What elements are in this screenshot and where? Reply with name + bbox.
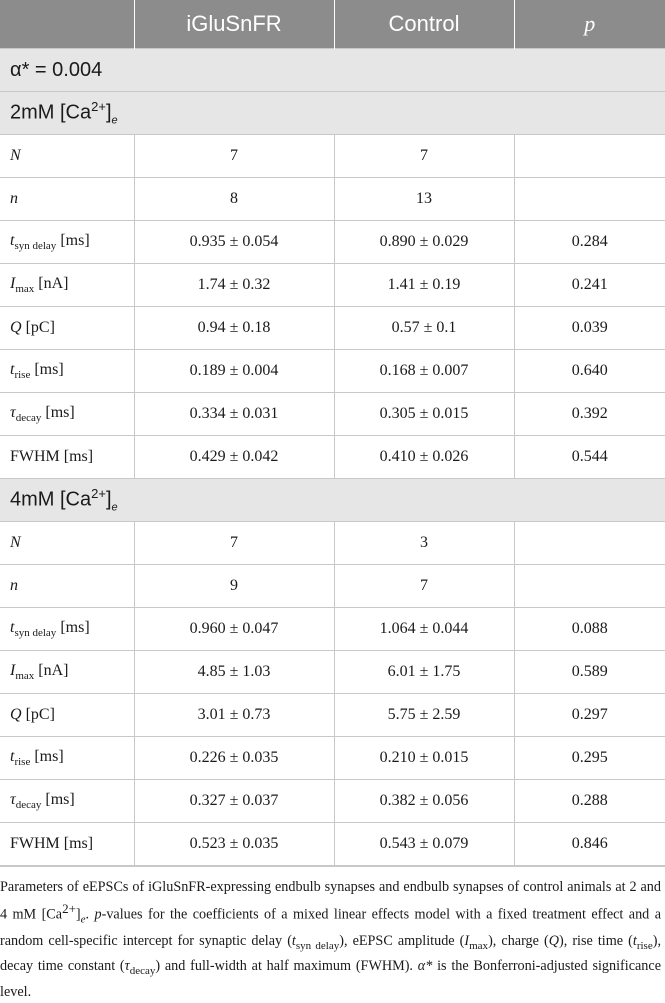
cell-p: 0.640 [514, 350, 665, 393]
header-iglusnfr: iGluSnFR [134, 0, 334, 49]
cell-p [514, 135, 665, 178]
cell-control: 13 [334, 178, 514, 221]
cell-p: 0.295 [514, 737, 665, 780]
cell-iglusnfr: 0.523 ± 0.035 [134, 823, 334, 866]
cell-control: 0.305 ± 0.015 [334, 393, 514, 436]
table-row [0, 135, 665, 178]
section-4mm-row [0, 479, 665, 522]
cell-iglusnfr: 0.334 ± 0.031 [134, 393, 334, 436]
cell-p: 0.241 [514, 264, 665, 307]
cell-p: 0.039 [514, 307, 665, 350]
param-label: FWHM [ms] [0, 823, 134, 866]
table-row [0, 436, 665, 479]
table-header-row [0, 0, 665, 49]
table-row [0, 221, 665, 264]
cell-control: 0.57 ± 0.1 [334, 307, 514, 350]
cell-control: 1.41 ± 0.19 [334, 264, 514, 307]
section-2mm-row [0, 92, 665, 135]
cell-control: 0.543 ± 0.079 [334, 823, 514, 866]
cell-p: 0.392 [514, 393, 665, 436]
param-label: FWHM [ms] [0, 436, 134, 479]
param-label: $t_{syn delay}$ [ms] [0, 608, 134, 651]
cell-iglusnfr: 0.960 ± 0.047 [134, 608, 334, 651]
cell-control: 7 [334, 135, 514, 178]
param-label: $t_{rise}$ [ms] [0, 350, 134, 393]
cell-p: 0.846 [514, 823, 665, 866]
table-row [0, 307, 665, 350]
table-row [0, 651, 665, 694]
cell-iglusnfr: 0.226 ± 0.035 [134, 737, 334, 780]
header-control: Control [334, 0, 514, 49]
table-row [0, 737, 665, 780]
header-empty [0, 0, 134, 49]
cell-p [514, 522, 665, 565]
param-label: N [0, 522, 134, 565]
cell-control: 0.168 ± 0.007 [334, 350, 514, 393]
param-label: Q [pC] [0, 307, 134, 350]
cell-control: 0.210 ± 0.015 [334, 737, 514, 780]
cell-iglusnfr: 9 [134, 565, 334, 608]
param-label: $t_{rise}$ [ms] [0, 737, 134, 780]
table-row [0, 522, 665, 565]
cell-iglusnfr: 0.935 ± 0.054 [134, 221, 334, 264]
table-row [0, 780, 665, 823]
cell-p: 0.288 [514, 780, 665, 823]
param-label: $I_{max}$ [nA] [0, 651, 134, 694]
cell-control: 0.890 ± 0.029 [334, 221, 514, 264]
cell-iglusnfr: 1.74 ± 0.32 [134, 264, 334, 307]
cell-p: 0.297 [514, 694, 665, 737]
cell-control: 0.382 ± 0.056 [334, 780, 514, 823]
table-row [0, 350, 665, 393]
cell-control: 3 [334, 522, 514, 565]
cell-p [514, 178, 665, 221]
cell-p: 0.589 [514, 651, 665, 694]
cell-p: 0.284 [514, 221, 665, 264]
header-p: p [514, 0, 665, 49]
table-caption: Parameters of eEPSCs of iGluSnFR-expressing endbulb synapses and endbulb synapses of control animals at 2 and 4 mM $[Ca^{2+}]_e$. p-values for the coefficients of a mixed linear effects model with a fixed treatment effect and a random cell-specific intercept for synaptic delay $(t_{syn delay})$, eEPSC amplitude $(I_{max})$, charge (Q), rise time $(t_{rise})$, decay time constant $(\tau_{decay})$ and full-width at half maximum (FWHM). α* is the Bonferroni-adjusted significance level. [0, 866, 665, 1003]
param-label: N [0, 135, 134, 178]
table-row [0, 823, 665, 866]
table-row [0, 565, 665, 608]
table-row [0, 264, 665, 307]
param-label: $t_{syn delay}$ [ms] [0, 221, 134, 264]
alpha-label: α* = 0.004 [0, 49, 665, 92]
cell-iglusnfr: 7 [134, 522, 334, 565]
cell-p: 0.544 [514, 436, 665, 479]
param-label: $I_{max}$ [nA] [0, 264, 134, 307]
section-2mm-label: 2mM $[Ca^{2+}]_e$ [0, 92, 665, 135]
cell-iglusnfr: 0.189 ± 0.004 [134, 350, 334, 393]
cell-control: 5.75 ± 2.59 [334, 694, 514, 737]
param-label: Q [pC] [0, 694, 134, 737]
cell-p [514, 565, 665, 608]
cell-p: 0.088 [514, 608, 665, 651]
table-row [0, 393, 665, 436]
alpha-row [0, 49, 665, 92]
cell-iglusnfr: 0.94 ± 0.18 [134, 307, 334, 350]
section-4mm-label: 4mM $[Ca^{2+}]_e$ [0, 479, 665, 522]
cell-control: 6.01 ± 1.75 [334, 651, 514, 694]
cell-iglusnfr: 4.85 ± 1.03 [134, 651, 334, 694]
param-label: $\tau_{decay}$ [ms] [0, 780, 134, 823]
cell-iglusnfr: 8 [134, 178, 334, 221]
table-row [0, 178, 665, 221]
param-label: n [0, 565, 134, 608]
cell-iglusnfr: 7 [134, 135, 334, 178]
param-label: n [0, 178, 134, 221]
table-row [0, 608, 665, 651]
cell-control: 7 [334, 565, 514, 608]
cell-control: 0.410 ± 0.026 [334, 436, 514, 479]
cell-iglusnfr: 0.429 ± 0.042 [134, 436, 334, 479]
cell-control: 1.064 ± 0.044 [334, 608, 514, 651]
cell-iglusnfr: 3.01 ± 0.73 [134, 694, 334, 737]
param-label: $\tau_{decay}$ [ms] [0, 393, 134, 436]
cell-iglusnfr: 0.327 ± 0.037 [134, 780, 334, 823]
table-row [0, 694, 665, 737]
